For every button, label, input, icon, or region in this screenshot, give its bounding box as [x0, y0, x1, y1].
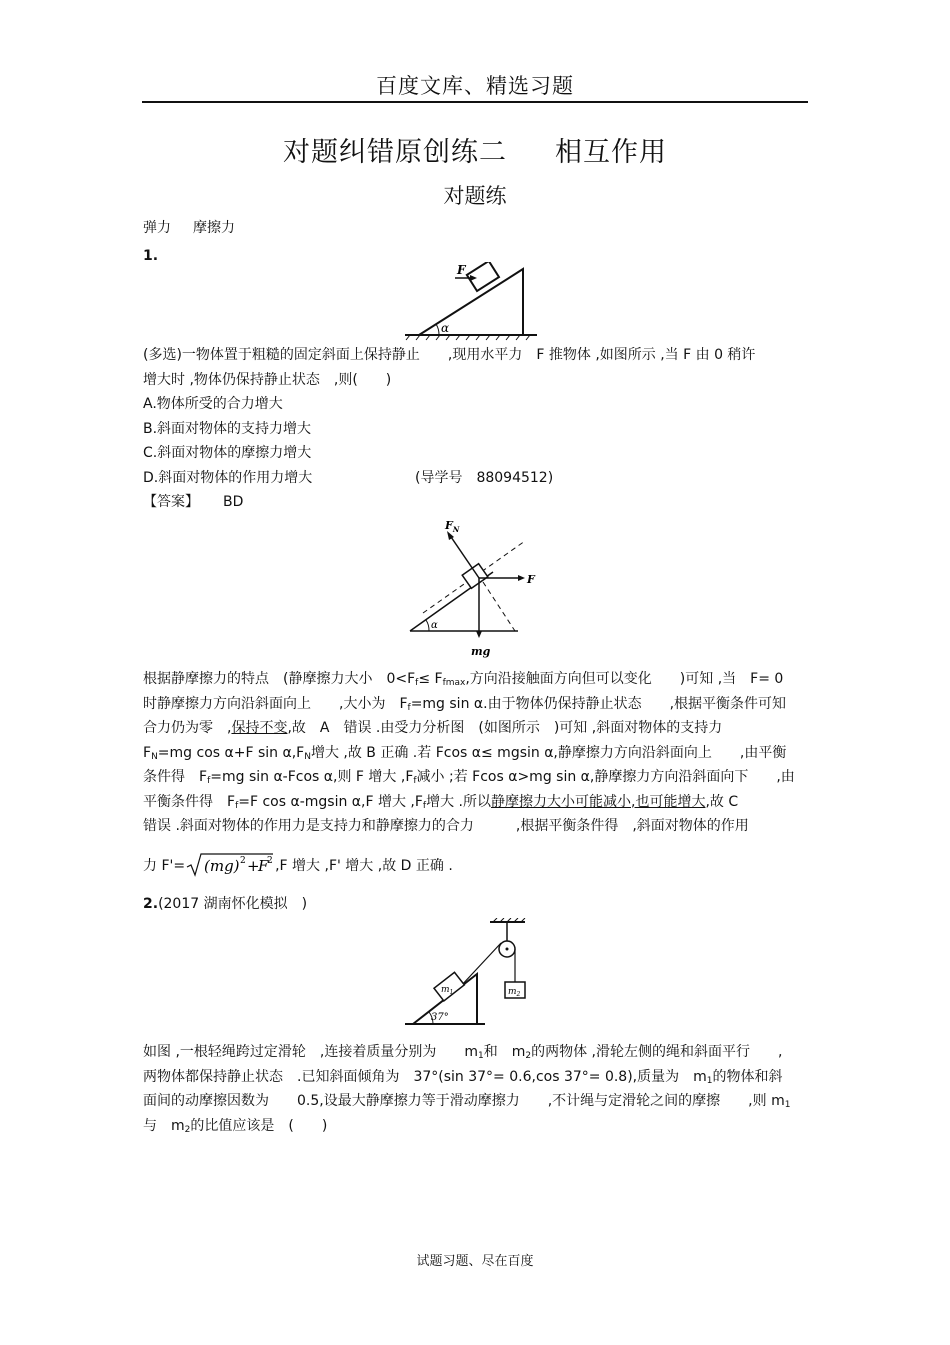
normal-force-arrow [449, 534, 479, 578]
q1-explanation [143, 667, 813, 839]
svg-text:2: 2 [267, 856, 273, 866]
diagram-angle-arc [426, 620, 429, 631]
option-b: B.斜面对物体的支持力增大 [143, 420, 312, 437]
svg-text:F: F [258, 857, 269, 875]
explanation-line-4: $F_N=mg$ cos α+F $\sin \alpha,F_N$增大 ,故 B 正确 .若 Fcos α≤ mgsin α,静摩擦力方向沿斜面向上 ,由平衡 [143, 744, 787, 762]
q1-stem [143, 343, 813, 515]
page-footer: 试题习题、尽在百度 [416, 1254, 534, 1269]
header-divider [142, 101, 808, 103]
explanation-line-8: 力 F'= (mg) 2 + F 2 ,F 增大 ,F' 增大 ,故 D 正确 . [143, 852, 453, 879]
svg-text:+: + [247, 857, 260, 875]
normal-force-label: $F_N$ [445, 519, 460, 534]
underlined-may-decrease: 静摩擦力大小可能减小 [491, 793, 631, 810]
explanation-line-7: 错误 .斜面对物体的作用力是支持力和静摩擦力的合力 ,根据平衡条件得 ,斜面对物体的作用 [143, 818, 749, 834]
section-label-2: 摩擦力 [193, 220, 235, 236]
question-1-number: 1. [143, 248, 159, 264]
diagram-block [462, 564, 488, 589]
q2-pulley-figure [405, 918, 540, 1030]
q2-stem [143, 1040, 813, 1138]
applied-force-arrowhead [518, 575, 525, 581]
angle-label: α [441, 321, 450, 335]
question-2-number: 2. [143, 896, 159, 912]
underlined-unchanged: 保持不变 [231, 720, 288, 736]
section-label-1: 弹力 [143, 220, 171, 236]
q2-angle-label: 37° [431, 1012, 449, 1023]
section-heading [143, 220, 235, 237]
option-d [143, 466, 813, 491]
title-part1: 对题纠错原创练二 [283, 137, 507, 168]
question-2-header [143, 896, 307, 913]
answer-value: BD [223, 494, 244, 510]
page-subtitle: 对题练 [443, 184, 507, 208]
q2-stem-line-3: 面间的动摩擦因数为 0.5,设最大静摩擦力等于滑动摩擦力 ,不计绳与定滑轮之间的摩擦 ,则 $m_1$ [143, 1093, 791, 1110]
weight-arrowhead [476, 631, 482, 638]
q1-force-diagram [405, 516, 550, 661]
svg-text:2: 2 [240, 856, 246, 866]
guide-number: (导学号 88094512) [415, 469, 554, 486]
angle-arc [436, 324, 439, 335]
weight-label: mg [471, 645, 491, 658]
sqrt-formula [185, 852, 275, 878]
force-label: F [457, 263, 466, 277]
q2-stem-line-4: 与 $m_2$的比值应该是 ( ) [143, 1117, 328, 1135]
svg-text:(mg): (mg) [204, 857, 240, 875]
question-2-source: (2017 湖南怀化模拟 ) [158, 896, 308, 912]
option-d-text: D.斜面对物体的作用力增大 [143, 469, 313, 486]
applied-force-label: F [527, 573, 535, 586]
mass-m2-label: $m_2$ [508, 987, 521, 998]
pulley-axle [506, 948, 509, 951]
page-header: 百度文库、精选习题 [376, 74, 574, 98]
diagram-angle-label: α [431, 620, 438, 631]
explanation-line-2: 时静摩擦力方向沿斜面向上 ,大小为 $F_f=mg$ sin α.由于物体仍保持静止状态 ,根据平衡条件可知 [143, 695, 787, 713]
explanation-line-3: 合力仍为零 ,保持不变,故 A 错误 .由受力分析图 (如图所示 )可知 ,斜面对物体的支持力 [143, 720, 723, 736]
q1-stem-line-1: (多选)一物体置于粗糙的固定斜面上保持静止 ,现用水平力 F 推物体 ,如图所示 ,当 F 由 0 稍许 [143, 347, 756, 363]
option-a: A.物体所受的合力增大 [143, 396, 283, 412]
q1-incline-figure [405, 262, 540, 342]
rope-left [460, 943, 501, 987]
option-c: C.斜面对物体的摩擦力增大 [143, 445, 312, 461]
underlined-may-increase: ,也可能增大 [631, 793, 706, 810]
explanation-line-6: 平衡条件得 $F_f=F$ cos α-mgsin α,F 增大 $,F_f$增大 .所以静摩擦力大小可能减小,也可能增大,故 C [143, 793, 739, 811]
page-title [142, 130, 808, 169]
title-part2: 相互作用 [555, 137, 667, 168]
q2-stem-line-1: 如图 ,一根轻绳跨过定滑轮 ,连接着质量分别为 $m_1$和 $m_2$的两物体 ,滑轮左侧的绳和斜面平行 , [143, 1044, 783, 1061]
normal-dashed [483, 582, 515, 631]
answer-label: 【答案】 [143, 494, 199, 510]
explanation-line-1: 根据静摩擦力的特点 (静摩擦力大小 $0<F_f\le F_{fmax}$,方向沿接触面方向但可以变化 )可知 ,当 F= 0 [143, 671, 784, 688]
mass-m1-label: $m_1$ [441, 985, 454, 996]
explanation-line-5: 条件得 $F_f=mg$ sin α-Fcos α,则 F 增大 $,F_f$减小 ;若 Fcos α>mg sin α,静摩擦力方向沿斜面向下 ,由 [143, 769, 795, 786]
answer-line [143, 490, 813, 515]
q2-stem-line-2: 两物体都保持静止状态 .已知斜面倾角为 37°(sin 37°= 0.6,cos 37°= 0.8),质量为 $m_1$的物体和斜 [143, 1068, 783, 1086]
q1-stem-line-2: 增大时 ,物体仍保持静止状态 ,则( ) [143, 371, 392, 388]
